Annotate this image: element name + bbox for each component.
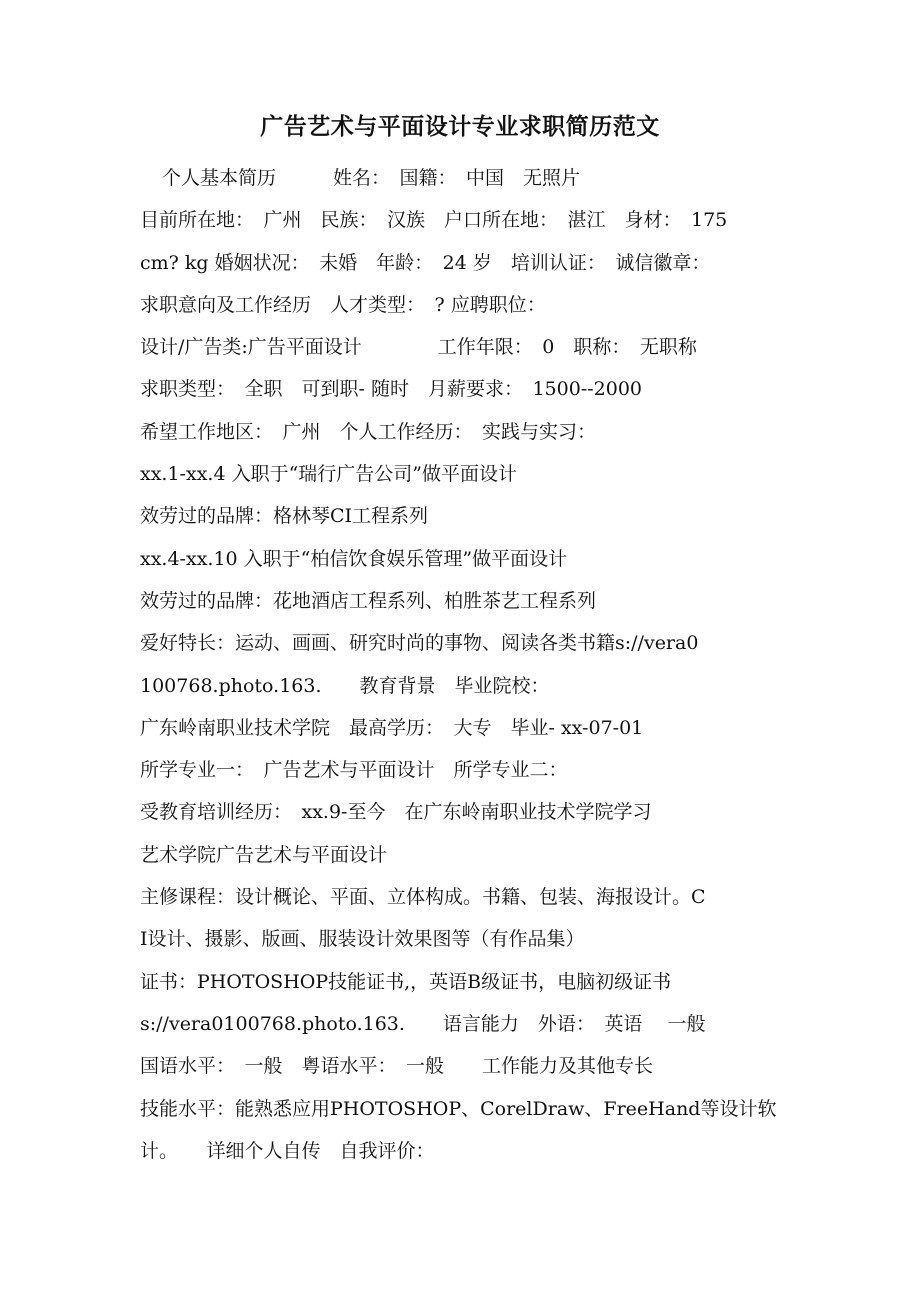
- text-line-experience-2: xx.4-xx.10 入职于“柏信饮食娱乐管理”做平面设计: [140, 547, 568, 570]
- text-line-college: 艺术学院广告艺术与平面设计: [140, 843, 388, 866]
- text-line-job-intention: 求职意向及工作经历 人才类型： ? 应聘职位：: [140, 293, 546, 316]
- text-line-location: 目前所在地： 广州 民族： 汉族 户口所在地： 湛江 身材： 175: [140, 209, 728, 232]
- text-line-hobbies: 爱好特长：运动、画画、研究时尚的事物、阅读各类书籍s://vera0: [140, 632, 699, 655]
- text-line-position: 设计/广告类:广告平面设计 工作年限： 0 职称： 无职称: [140, 336, 697, 359]
- text-line-self-evaluation: 计。 详细个人自传 自我评价：: [140, 1139, 435, 1162]
- text-line-brand-1: 效劳过的品牌：格林琴CI工程系列: [140, 505, 429, 528]
- text-line-job-type: 求职类型： 全职 可到职- 随时 月薪要求： 1500--2000: [140, 378, 643, 401]
- text-line-marital-age: cm? kg 婚姻状况： 未婚 年龄： 24 岁 培训认证： 诚信徽章：: [140, 251, 711, 274]
- text-line-training: 受教育培训经历： xx.9-至今 在广东岭南职业技术学院学习: [140, 801, 652, 824]
- resume-body: [140, 157, 790, 1172]
- document-title: 广告艺术与平面设计专业求职简历范文: [260, 113, 660, 140]
- text-line-work-area: 希望工作地区： 广州 个人工作经历： 实践与实习：: [140, 420, 597, 443]
- text-line-experience-1: xx.1-xx.4 入职于“瑞行广告公司”做平面设计: [140, 463, 518, 486]
- text-line-courses-2: I设计、摄影、版画、服装设计效果图等（有作品集）: [140, 928, 585, 951]
- text-line-personal-basics: 个人基本简历 姓名： 国籍： 中国 无照片: [162, 167, 581, 189]
- text-line-courses-1: 主修课程：设计概论、平面、立体构成。书籍、包装、海报设计。C: [140, 886, 706, 909]
- text-line-certificates: 证书：PHOTOSHOP技能证书,，英语B级证书，电脑初级证书: [140, 970, 672, 993]
- text-line-school: 广东岭南职业技术学院 最高学历： 大专 毕业- xx-07-01: [140, 716, 644, 739]
- text-line-language: s://vera0100768.photo.163. 语言能力 外语： 英语 一般: [140, 1012, 706, 1035]
- text-line-mandarin: 国语水平： 一般 粤语水平： 一般 工作能力及其他专长: [140, 1055, 654, 1078]
- text-line-major: 所学专业一： 广告艺术与平面设计 所学专业二：: [140, 759, 568, 782]
- text-line-skills: 技能水平：能熟悉应用PHOTOSHOP、CorelDraw、FreeHand等设计软: [140, 1097, 777, 1120]
- text-line-brand-2: 效劳过的品牌：花地酒店工程系列、柏胜茶艺工程系列: [140, 589, 597, 612]
- text-line-education: 100768.photo.163. 教育背景 毕业院校：: [140, 674, 550, 697]
